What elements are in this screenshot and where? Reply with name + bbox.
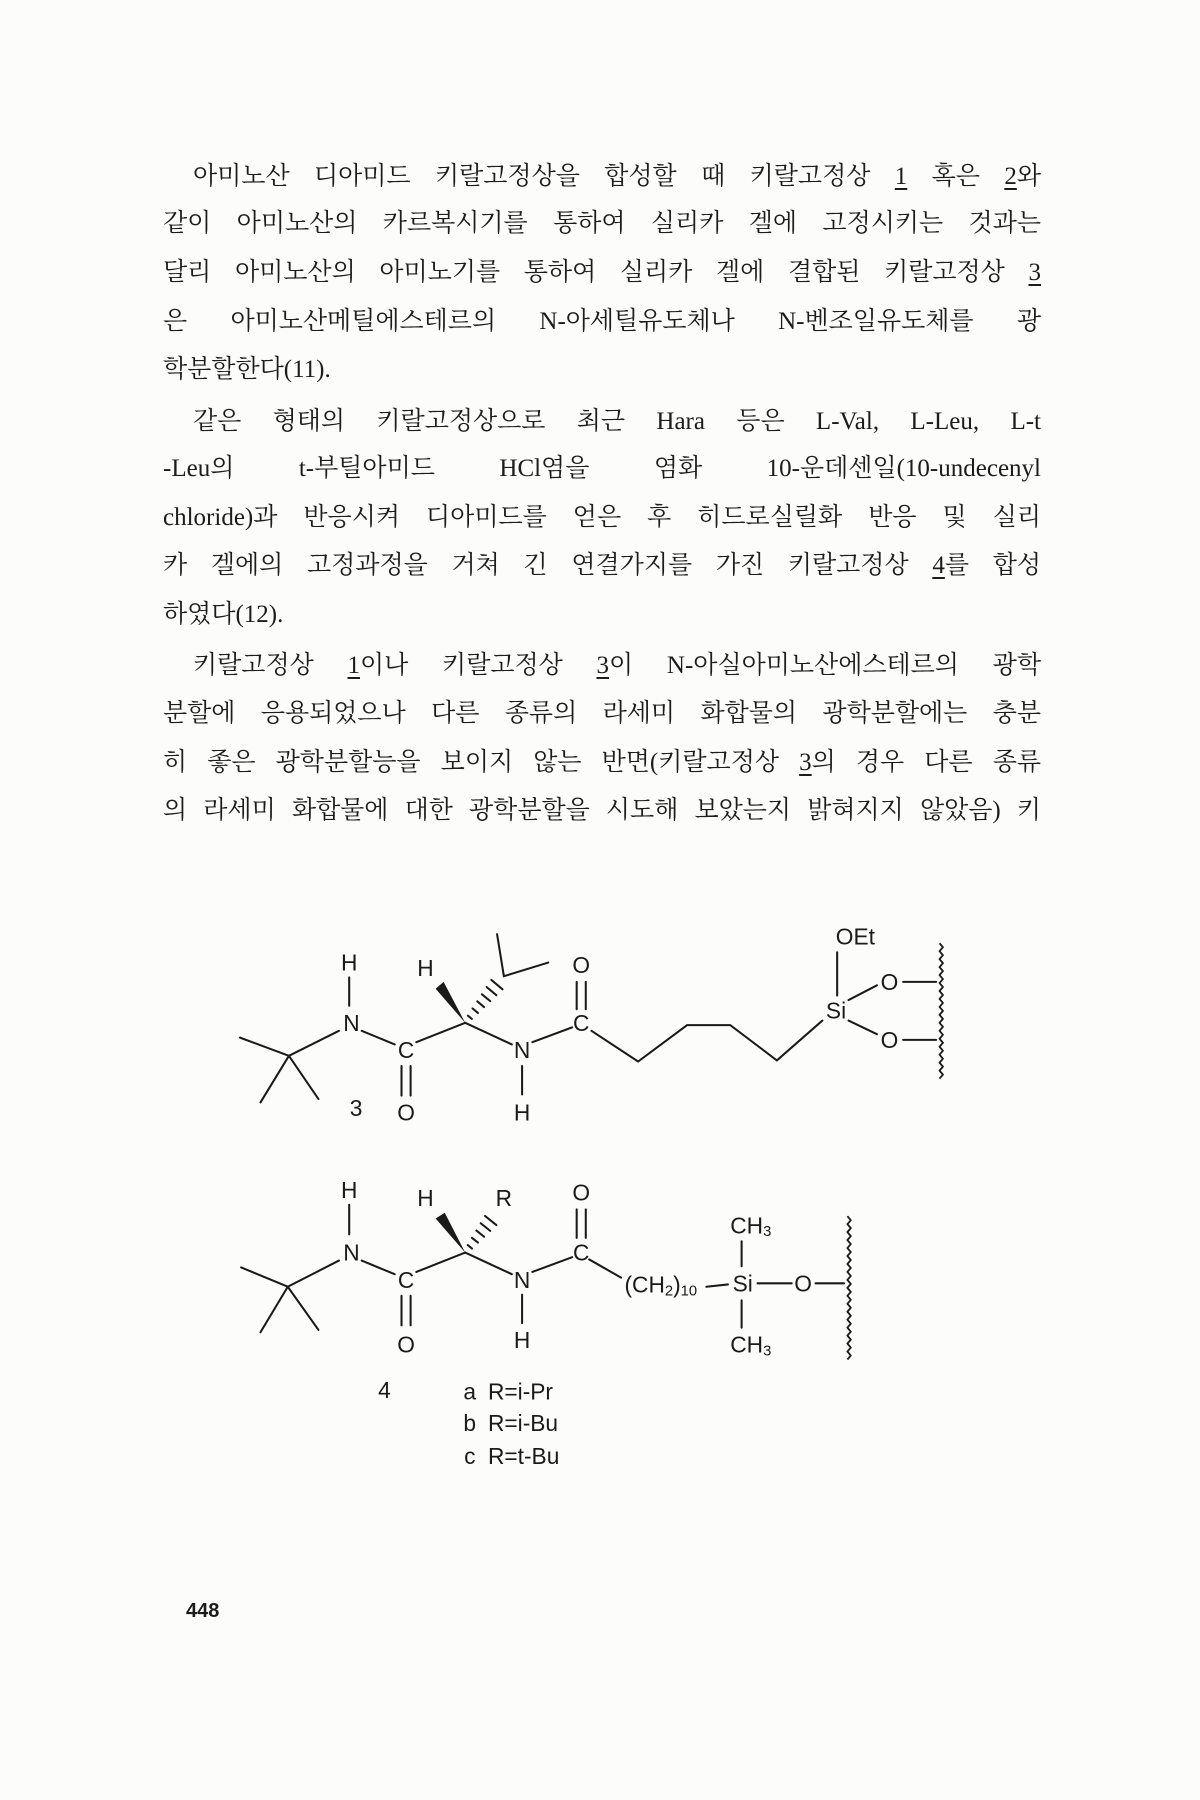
bond-line [706, 1284, 728, 1286]
methyl-text: CH [730, 1212, 764, 1239]
siloxane-oxygen-label: O [880, 1026, 899, 1053]
text-segment: 은 아미노산메틸에스테르의 N-아세틸유도체나 N-벤조일유도체를 광 [163, 308, 1041, 335]
bond-line [362, 1031, 395, 1045]
hash-line [482, 994, 490, 1001]
hash-line [472, 1238, 478, 1243]
hash-line [472, 1008, 477, 1013]
bond-line [849, 1021, 877, 1035]
text-segment: 키랄고정상 [193, 652, 348, 679]
text-segment: 이 N-아실아미노산에스테르의 광학 [609, 652, 1041, 679]
structure-reference: 2 [1004, 163, 1017, 190]
siloxane-oxygen-label: O [794, 1270, 812, 1297]
bond-line [849, 985, 877, 1000]
compound-number: 4 [378, 1377, 391, 1404]
bond-line [416, 1023, 465, 1042]
variant-key: c [464, 1443, 476, 1470]
silicon-label: Si [732, 1270, 753, 1297]
bond-line [416, 1253, 465, 1272]
text-segment: 혹은 [907, 163, 1005, 190]
linker-text: ) [673, 1271, 681, 1298]
text-segment: 달리 아미노산의 아미노기를 통하여 실리카 겔에 결합된 키랄고정상 [163, 259, 1029, 286]
bond-line [465, 1253, 512, 1275]
ethoxy-label: OEt [835, 923, 875, 950]
r-group-variants [463, 1378, 559, 1469]
silicon-label: Si [825, 997, 847, 1024]
page-number: 448 [186, 1600, 220, 1622]
alpha-hydrogen-label: H [417, 955, 434, 982]
acyl-nitrogen-label: N [513, 1266, 531, 1293]
text-segment: 히 좋은 광학분할능을 보이지 않는 반면(키랄고정상 [163, 749, 800, 776]
bond-line [260, 1287, 287, 1332]
methyl-subscript: 3 [763, 1224, 772, 1241]
structure-reference: 3 [799, 749, 812, 776]
text-segment: 분할에 응용되었으나 다른 종류의 라세미 화합물의 광학분할에는 충분 [163, 700, 1041, 727]
amide-carbon-label: C [397, 1266, 415, 1293]
hash-line [485, 1216, 496, 1225]
acyl-hydrogen-label: H [513, 1327, 531, 1354]
variant-definition: R=i-Bu [487, 1410, 559, 1437]
text-segment: 이나 키랄고정상 [360, 652, 597, 679]
bond-line [497, 934, 504, 976]
amide-hydrogen-label: H [340, 949, 358, 976]
text-segment: 같은 형태의 키랄고정상으로 최근 Hara 등은 L-Val, L-Leu, L-t [193, 408, 1041, 435]
variant-definition: R=i-Pr [487, 1378, 554, 1405]
bond-line [240, 1038, 289, 1056]
structure-reference: 1 [894, 163, 908, 190]
methyl-label [730, 1212, 771, 1240]
amide-nitrogen-label: N [343, 1239, 360, 1266]
bond-line [465, 1023, 512, 1045]
bond-line [288, 1261, 339, 1287]
acyl-carbon-label: C [573, 1009, 590, 1036]
hash-line [468, 1245, 472, 1248]
amide-oxygen-label: O [397, 1331, 415, 1358]
text-segment: 카 겔에의 고정과정을 거쳐 긴 연결가지를 가진 키랄고정상 [163, 552, 933, 579]
text-segment: -Leu의 t-부틸아미드 HCl염을 염화 10-운데센일(10-undecenyl [163, 455, 1041, 482]
methyl-text: CH [730, 1331, 764, 1358]
amide-hydrogen-label: H [340, 1177, 358, 1204]
text-segment: 아미노산 디아미드 키랄고정상을 합성할 때 키랄고정상 [193, 163, 895, 190]
silica-surface-wavy-line [847, 1216, 850, 1359]
bond-line [288, 1287, 319, 1330]
hash-line [477, 1001, 484, 1007]
text-segment: 의 라세미 화합물에 대한 광학분할을 시도해 보았는지 밝혀지지 않았음) 키 [163, 797, 1041, 824]
methyl-subscript: 3 [763, 1343, 772, 1360]
hashed-wedge-bond [468, 1216, 497, 1249]
bond-line [289, 1056, 319, 1099]
bond-line [532, 1257, 572, 1272]
amide-nitrogen-label: N [343, 1009, 360, 1036]
alpha-hydrogen-label: H [417, 1185, 434, 1212]
structure-reference: 4 [932, 552, 945, 579]
acyl-carbon-label: C [573, 1239, 590, 1266]
amide-oxygen-label: O [397, 1099, 415, 1126]
hash-line [491, 980, 502, 989]
acyl-nitrogen-label: N [513, 1037, 531, 1064]
wedge-bond [436, 1213, 466, 1253]
structure-reference: 1 [347, 652, 360, 679]
siloxane-oxygen-label: O [880, 968, 899, 995]
text-segment: 와 [1016, 163, 1041, 190]
structure-4 [241, 1177, 851, 1469]
acyl-oxygen-label: O [572, 951, 591, 978]
text-segment: 하였다(12). [163, 601, 284, 628]
bond-line [532, 1027, 572, 1042]
hash-line [481, 1223, 491, 1231]
linker-subscript: 10 [680, 1283, 698, 1300]
methylene-linker-label [624, 1271, 697, 1299]
amide-carbon-label: C [397, 1037, 415, 1064]
hash-line [468, 1016, 472, 1019]
compound-number: 3 [349, 1095, 363, 1122]
linker-subscript: 2 [664, 1283, 674, 1300]
structure-reference: 3 [1028, 259, 1041, 286]
linker-text: (CH [624, 1271, 665, 1298]
variant-key: b [463, 1410, 477, 1437]
text-segment: 를 합성 [944, 552, 1041, 579]
hashed-wedge-bond [468, 980, 503, 1019]
structure-3 [240, 923, 943, 1125]
bond-line [362, 1261, 395, 1275]
text-segment: 같이 아미노산의 카르복시기를 통하여 실리카 겔에 고정시키는 것과는 [163, 210, 1041, 237]
r-group-label: R [495, 1185, 513, 1212]
bond-line [289, 1031, 339, 1056]
alkyl-chain-bond [591, 1021, 822, 1062]
hash-line [487, 987, 497, 995]
variant-definition: R=t-Bu [487, 1443, 560, 1470]
variant-key: a [463, 1378, 477, 1405]
bond-line [589, 1259, 621, 1277]
acyl-oxygen-label: O [572, 1179, 591, 1206]
structure-reference: 3 [596, 652, 610, 679]
acyl-hydrogen-label: H [513, 1099, 531, 1126]
text-segment: chloride)과 반응시켜 디아미드를 얻은 후 히드로실릴화 반응 및 실리 [163, 504, 1041, 531]
text-segment: 의 경우 다른 종류 [811, 749, 1041, 776]
text-segment: 학분할한다(11). [163, 356, 331, 383]
silica-surface-wavy-line [940, 943, 943, 1078]
hash-line [476, 1231, 484, 1237]
methyl-label [730, 1332, 771, 1360]
bond-line [504, 963, 548, 977]
bond-line [241, 1267, 288, 1286]
bond-line [260, 1056, 288, 1103]
wedge-bond [436, 982, 466, 1023]
